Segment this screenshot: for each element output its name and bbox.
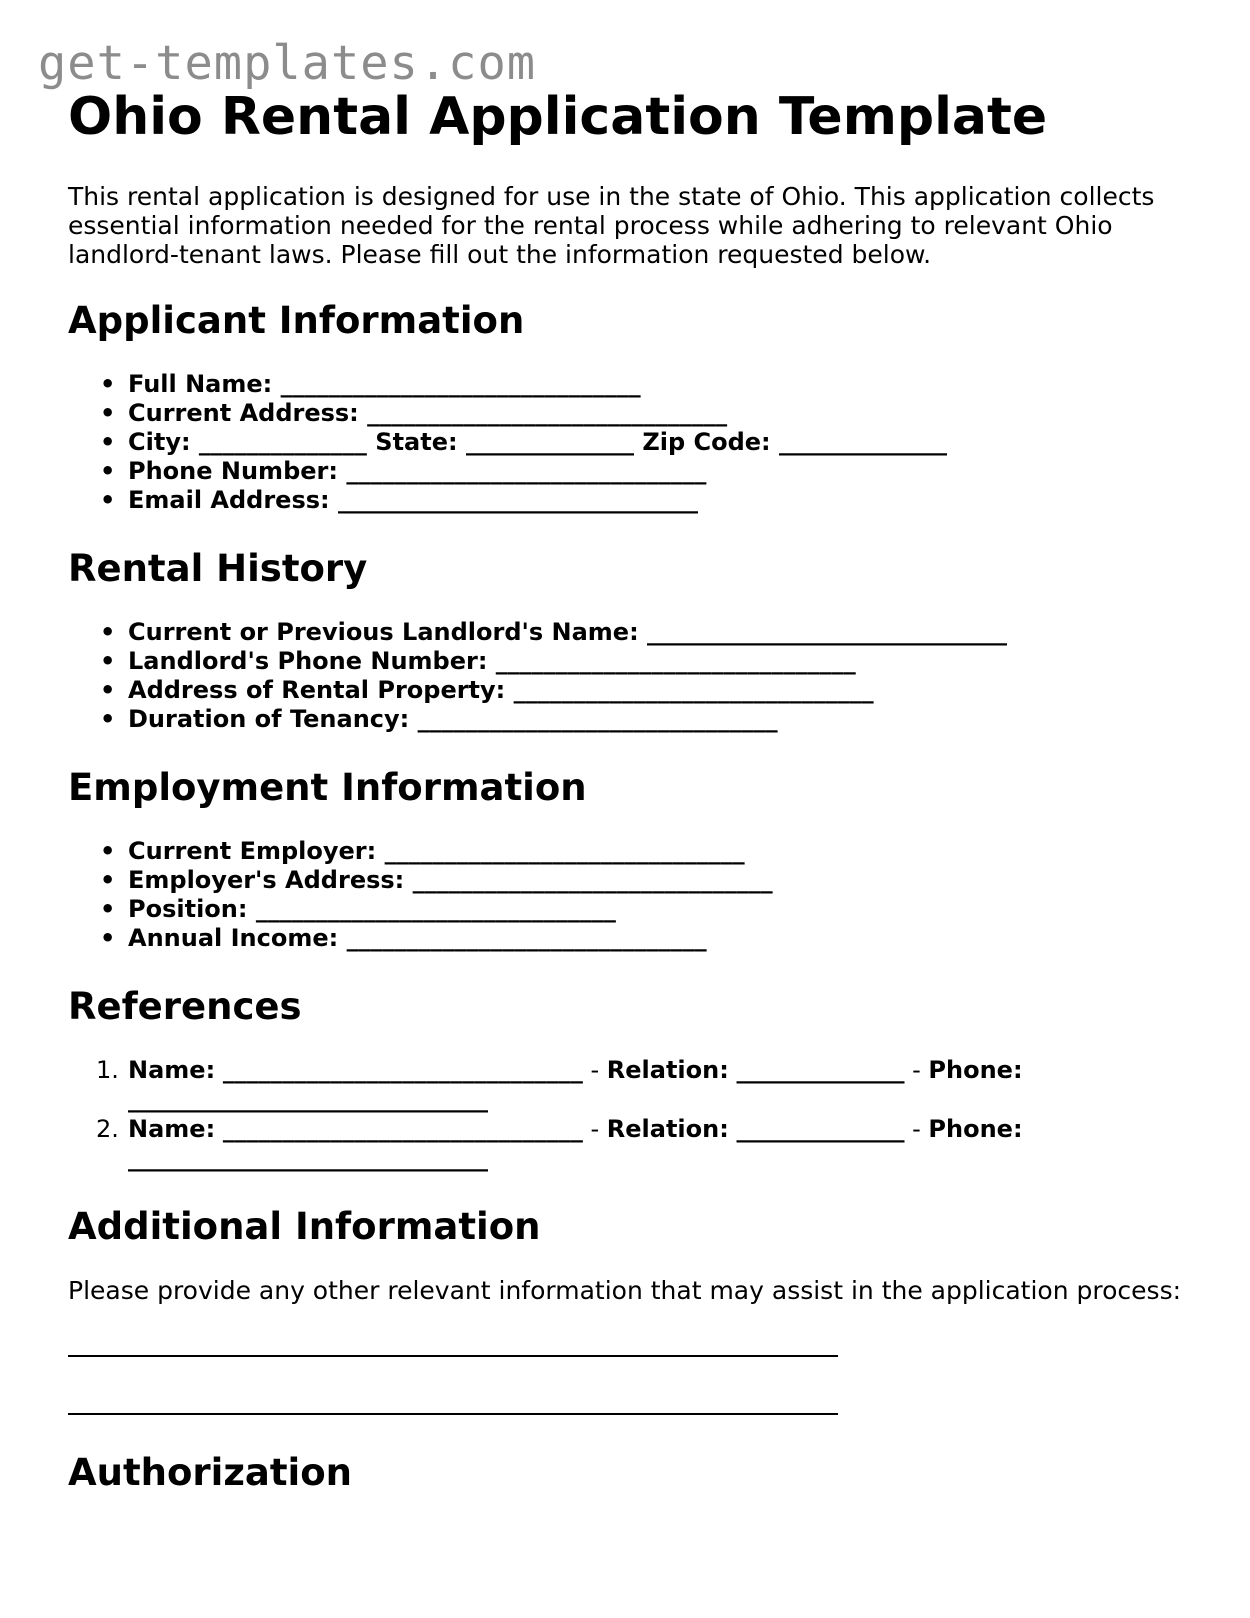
reference-phone-field[interactable]: ______________________________ — [128, 1085, 488, 1113]
state-field[interactable]: ______________ — [465, 428, 634, 456]
reference-number: 2. — [96, 1115, 119, 1143]
rental-history-fields — [68, 618, 1218, 734]
list-item — [128, 837, 1218, 866]
income-label: Annual Income: — [128, 924, 339, 952]
employment-fields — [68, 837, 1218, 953]
phone-field[interactable]: ______________________________ — [346, 457, 707, 485]
property-address-label: Address of Rental Property: — [128, 676, 506, 704]
reference-relation-label: Relation: — [606, 1115, 729, 1143]
income-field[interactable]: ______________________________ — [346, 924, 707, 952]
list-item — [128, 486, 1218, 515]
list-item — [128, 457, 1218, 486]
reference-name-label: Name: — [128, 1056, 216, 1084]
list-item — [128, 618, 1218, 647]
full-name-field[interactable]: ______________________________ — [280, 370, 641, 398]
employer-address-field[interactable]: ______________________________ — [412, 866, 773, 894]
reference-relation-field[interactable]: ______________ — [736, 1056, 905, 1084]
state-label: State: — [375, 428, 458, 456]
additional-info-line-2[interactable] — [68, 1413, 838, 1415]
current-address-field[interactable]: ______________________________ — [367, 399, 728, 427]
list-item — [128, 428, 1218, 457]
reference-relation-label: Relation: — [606, 1056, 729, 1084]
reference-name-label: Name: — [128, 1115, 216, 1143]
employment-heading: Employment Information — [68, 766, 587, 809]
position-field[interactable]: ______________________________ — [255, 895, 616, 923]
applicant-heading: Applicant Information — [68, 299, 525, 342]
list-item — [128, 705, 1218, 734]
reference-name-field[interactable]: ______________________________ — [222, 1115, 583, 1143]
list-item — [128, 370, 1218, 399]
phone-label: Phone Number: — [128, 457, 338, 485]
list-item — [128, 866, 1218, 895]
watermark: get-templates.com — [38, 36, 537, 91]
zip-field[interactable]: ______________ — [779, 428, 947, 456]
separator-dash: - — [590, 1056, 600, 1084]
landlord-name-field[interactable]: ______________________________ — [647, 618, 1008, 646]
reference-phone-label: Phone: — [928, 1115, 1023, 1143]
reference-phone-label: Phone: — [928, 1056, 1023, 1084]
city-label: City: — [128, 428, 191, 456]
landlord-phone-field[interactable]: ______________________________ — [495, 647, 856, 675]
rental-history-heading: Rental History — [68, 547, 368, 590]
landlord-name-label: Current or Previous Landlord's Name: — [128, 618, 639, 646]
authorization-heading: Authorization — [68, 1451, 352, 1494]
city-field[interactable]: ______________ — [198, 428, 367, 456]
references-list — [68, 1056, 1138, 1173]
list-item — [128, 399, 1218, 428]
employer-field[interactable]: ______________________________ — [384, 837, 745, 865]
duration-label: Duration of Tenancy: — [128, 705, 410, 733]
full-name-label: Full Name: — [128, 370, 273, 398]
landlord-phone-label: Landlord's Phone Number: — [128, 647, 488, 675]
page-title: Ohio Rental Application Template — [68, 87, 1048, 147]
additional-heading: Additional Information — [68, 1205, 541, 1248]
property-address-field[interactable]: ______________________________ — [513, 676, 874, 704]
applicant-fields — [68, 370, 1218, 515]
reference-relation-field[interactable]: ______________ — [736, 1115, 905, 1143]
separator-dash: - — [590, 1115, 600, 1143]
position-label: Position: — [128, 895, 248, 923]
list-item — [128, 895, 1218, 924]
zip-label: Zip Code: — [642, 428, 771, 456]
additional-info-line-1[interactable] — [68, 1355, 838, 1357]
separator-dash: - — [912, 1115, 921, 1143]
current-address-label: Current Address: — [128, 399, 359, 427]
employer-label: Current Employer: — [128, 837, 377, 865]
reference-item — [96, 1056, 1138, 1114]
list-item — [128, 924, 1218, 953]
separator-dash: - — [912, 1056, 921, 1084]
reference-item — [96, 1115, 1138, 1173]
reference-number: 1. — [96, 1056, 119, 1084]
email-field[interactable]: ______________________________ — [337, 486, 698, 514]
references-heading: References — [68, 985, 302, 1028]
reference-name-field[interactable]: ______________________________ — [222, 1056, 583, 1084]
list-item — [128, 676, 1218, 705]
reference-phone-field[interactable]: ______________________________ — [128, 1144, 488, 1172]
list-item — [128, 647, 1218, 676]
email-label: Email Address: — [128, 486, 330, 514]
intro-paragraph: This rental application is designed for use in the state of Ohio. This application collects essential information needed for the rental process while adhering to relevant Ohio landlord-tenant laws. Please fill out the information requested below. — [68, 182, 1155, 269]
duration-field[interactable]: ______________________________ — [417, 705, 778, 733]
additional-prompt: Please provide any other relevant information that may assist in the application process: — [68, 1276, 1182, 1305]
employer-address-label: Employer's Address: — [128, 866, 405, 894]
document-page — [68, 86, 1218, 1495]
